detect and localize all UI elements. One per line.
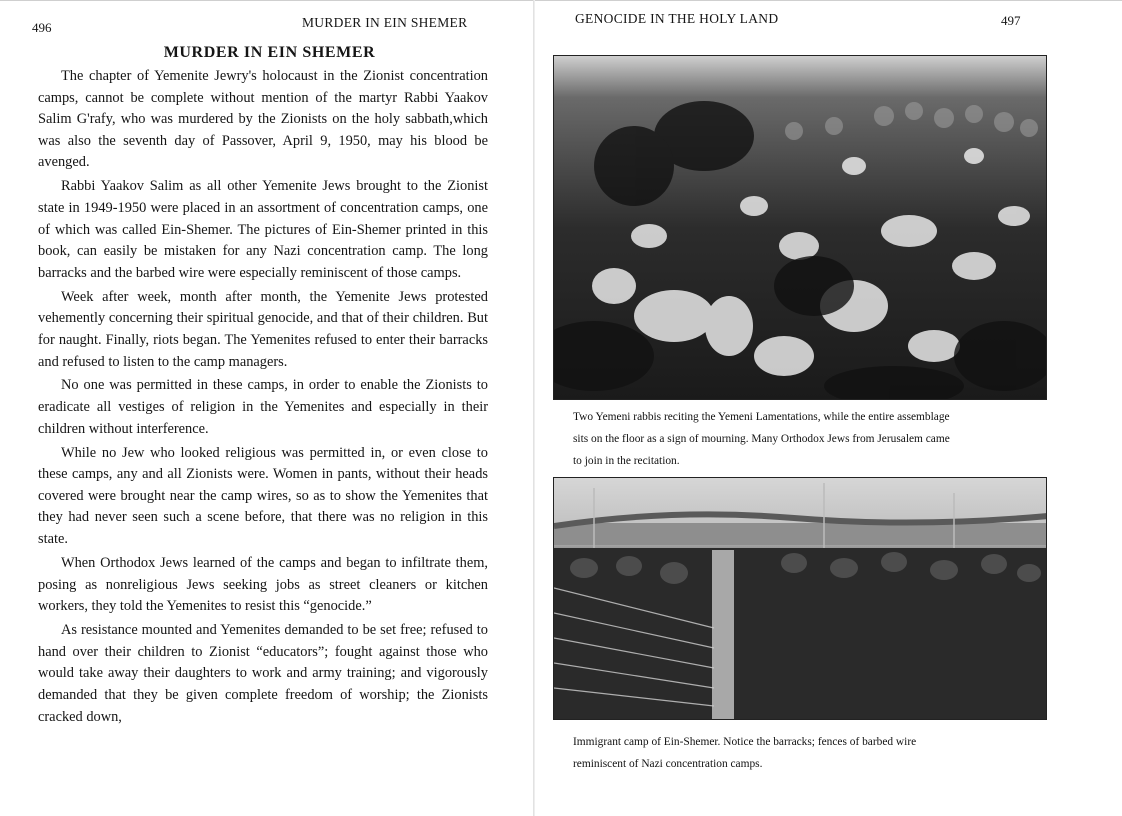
photo-1-caption: [573, 406, 1038, 472]
chapter-body: [38, 66, 488, 731]
caption-line: to join in the recitation.: [573, 455, 680, 467]
photo-mourners-crowd: [553, 55, 1047, 400]
paragraph: The chapter of Yemenite Jewry's holocaust in the Zionist concentration camps, cannot be complete without mention of the martyr Rabbi Yaakov Salim G'rafy, who was murdered by the Zionists on the holy sabbath,which was also the seventh day of Passover, April 9, 1950, may his blood be avenged.: [38, 68, 488, 171]
paragraph: Rabbi Yaakov Salim as all other Yemenite Jews brought to the Zionist state in 1949-1950 were placed in an assortment of concentration camps, one of which was called Ein-Shemer. The pictures of Ein-Shemer printed in this book, can easily be mistaken for any Nazi concentration camp. The long barracks and the barbed wire were especially reminiscent of those camps.: [38, 178, 488, 281]
photo-camp-fence: [553, 477, 1047, 720]
photo-2-caption: [573, 731, 1038, 775]
caption-line: Immigrant camp of Ein-Shemer. Notice the barracks; fences of barbed wire: [573, 736, 917, 748]
book-gutter: [533, 0, 535, 816]
left-running-head: MURDER IN EIN SHEMER: [302, 15, 468, 30]
chapter-title: MURDER IN EIN SHEMER: [163, 44, 376, 61]
paragraph: When Orthodox Jews learned of the camps and began to infiltrate them, posing as nonreligious Jews seeking jobs as street cleaners or kitchen workers, they told the Yemenites to resist this “genocide.”: [38, 555, 488, 615]
paragraph: No one was permitted in these camps, in order to enable the Zionists to eradicate all vestiges of religion in the Yemenites and especially in their children without interference.: [38, 377, 488, 437]
left-page: [0, 0, 531, 816]
paragraph: Week after week, month after month, the Yemenite Jews protested vehemently concerning their spiritual genocide, and that of their children. But for naught. Finally, riots began. The Yemenites refused to enter their barracks and refused to listen to the camp managers.: [38, 288, 488, 370]
left-page-number: 496: [32, 20, 52, 35]
paragraph: While no Jew who looked religious was permitted in, or even close to these camps, any and all Zionists were. Women in pants, without their heads covered were brought near the camp wires, so as to show the Yemenites that they had never seen such a scene before, that there was no religion in this state.: [38, 444, 488, 548]
right-page-number: 497: [1001, 13, 1021, 28]
caption-line: Two Yemeni rabbis reciting the Yemeni Lamentations, while the entire assemblage: [573, 411, 950, 423]
paragraph: As resistance mounted and Yemenites demanded to be set free; refused to hand over their children to Zionist “educators”; fought against those who would take away their daughters to work and army training; and vigorously demanded that they be given complete freedom of worship; the Zionists cracked down,: [38, 622, 488, 725]
caption-line: sits on the floor as a sign of mourning. Many Orthodox Jews from Jerusalem came: [573, 433, 950, 445]
right-running-head: GENOCIDE IN THE HOLY LAND: [575, 11, 779, 26]
caption-line: reminiscent of Nazi concentration camps.: [573, 758, 763, 770]
